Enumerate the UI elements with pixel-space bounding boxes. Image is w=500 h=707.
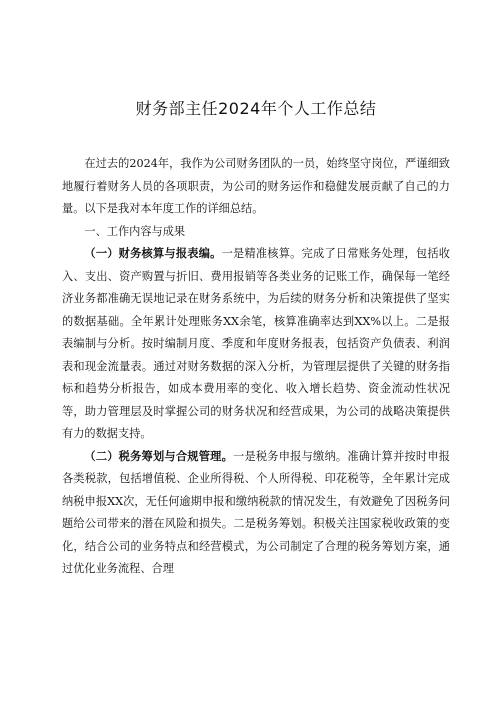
subsection-accounting-paragraph (62, 243, 450, 446)
section-heading-work-content: 一、工作内容与成果 (84, 224, 186, 238)
subsection-tax-heading: （二）税务筹划与合规管理。 (84, 449, 234, 463)
subsection-tax-body: 一是税务申报与缴纳。准确计算并按时申报各类税款，包括增值税、企业所得税、个人所得税、印花税等，全年累计完成纳税申报XX次，无任何逾期申报和缴纳税款的情况发生，有效避免了因税务问题给公司带来的潜在风险和损失。二是税务筹划。积极关注国家税收政策的变化，结合公司的业务特点和经营模式，为公司制定了合理的税务筹划方案，通过优化业务流程、合理 (62, 449, 450, 575)
subsection-tax-paragraph (62, 446, 450, 581)
intro-paragraph: 在过去的2024年，我作为公司财务团队的一员，始终坚守岗位，严谨细致地履行着财务人员的各项职责，为公司的财务运作和稳健发展贡献了自己的力量。以下是我对本年度工作的详细总结。 (62, 157, 450, 215)
document-title: 财务部主任2024年个人工作总结 (135, 99, 377, 118)
subsection-accounting-heading: （一）财务核算与报表编。 (84, 247, 222, 260)
subsection-accounting-body: 一是精准核算。完成了日常账务处理，包括收入、支出、资产购置与折旧、费用报销等各类业务的记账工作，确保每一笔经济业务都准确无误地记录在财务系统中，为后续的财务分析和决策提供了坚实的数据基础。全年累计处理账务XX余笔，核算准确率达到XX%以上。二是报表编制与分析。按时编制月度、季度和年度财务报表，包括资产负债表、利润表和现金流量表。通过对财务数据的深入分析，为管理层提供了关键的财务指标和趋势分析报告，如成本费用率的变化、收入增长趋势、资金流动性状况等，助力管理层及时掌握公司的财务状况和经营成果，为公司的战略决策提供有力的数据支持。 (62, 247, 450, 440)
